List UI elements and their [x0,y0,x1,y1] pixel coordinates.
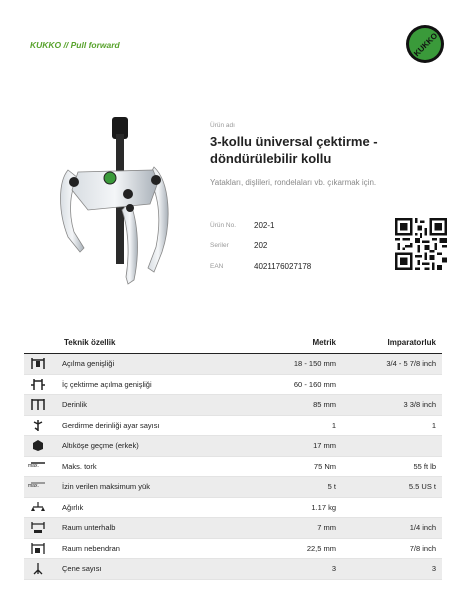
spec-name: Ağırlık [62,502,84,512]
spec-name: Altıköşe geçme (erkek) [62,441,139,450]
logo-text: KUKKO [412,31,440,59]
spec-metric: 1 [331,420,336,430]
spec-table [24,334,442,580]
header-feature: Teknik özellik [64,338,116,347]
article-no-value: 202-1 [254,221,275,230]
spec-metric: 22,5 mm [306,543,336,553]
spec-row [24,477,442,498]
product-title: 3-kollu üniversal çektirme - döndürülebilir kollu [210,134,378,166]
spec-row [24,354,442,375]
spec-metric: 85 mm [313,400,336,409]
spec-row [24,518,442,539]
spec-imperial: 3 3/8 inch [403,400,436,409]
spec-row [24,375,442,396]
brand-tagline: Pull forward [70,40,120,50]
spec-name: Açılma genişliği [62,359,115,368]
spec-name: İç çektirme açılma genişliği [62,379,152,389]
spec-table-header [24,334,442,354]
brand-name: KUKKO [30,40,62,50]
product-name-label: Ürün adı [210,122,235,129]
series-label: Seriler [210,242,229,249]
article-no-label: Ürün No. [210,222,237,229]
spec-rows [24,354,442,580]
spec-imperial: 3 [431,564,436,573]
spec-name: Raum unterhalb [62,523,116,532]
spec-metric: 5 t [327,482,336,491]
spec-imperial: 1/4 inch [409,523,436,532]
spec-imperial: 7/8 inch [409,543,436,553]
spec-metric: 75 Nm [313,461,336,471]
spec-name: Maks. tork [62,461,97,471]
spec-metric: 3 [331,564,336,573]
ean-label: EAN [210,263,224,270]
icon-caption: max. [28,483,39,489]
header-metric: Metrik [312,338,336,347]
spec-imperial: 3/4 - 5 7/8 inch [386,359,436,368]
spec-row [24,457,442,478]
spec-metric: 18 - 150 mm [293,359,336,368]
spec-row [24,416,442,437]
spec-row [24,539,442,560]
spec-metric: 7 mm [317,523,336,532]
spec-row [24,436,442,457]
spec-row [24,498,442,519]
spec-name: Raum nebendran [62,543,120,553]
product-subtitle: Yatakları, dişlileri, rondelaları vb. çıkarmak için. [210,178,377,187]
series-value: 202 [254,241,268,250]
spec-name: İzin verilen maksimum yük [62,482,150,491]
spec-name: Derinlik [62,400,88,409]
qr-code [395,218,447,270]
spec-metric: 1.17 kg [311,502,336,512]
spec-imperial: 55 ft lb [413,461,436,471]
kukko-logo [405,24,445,64]
spec-row [24,395,442,416]
spec-row [24,559,442,580]
icon-caption: max. [28,462,39,469]
spec-metric: 60 - 160 mm [293,379,336,389]
spec-imperial: 1 [431,420,436,430]
spec-name: Çene sayısı [62,564,102,573]
brand-separator: // [61,40,71,50]
ean-value: 4021176027178 [254,262,312,271]
product-image [58,112,176,294]
header-imperial: Imparatorluk [387,338,436,347]
spec-name: Gerdirme derinliği ayar sayısı [62,420,160,430]
spec-metric: 17 mm [313,441,336,450]
brand-header [30,40,120,50]
spec-imperial: 5.5 US t [408,482,436,491]
